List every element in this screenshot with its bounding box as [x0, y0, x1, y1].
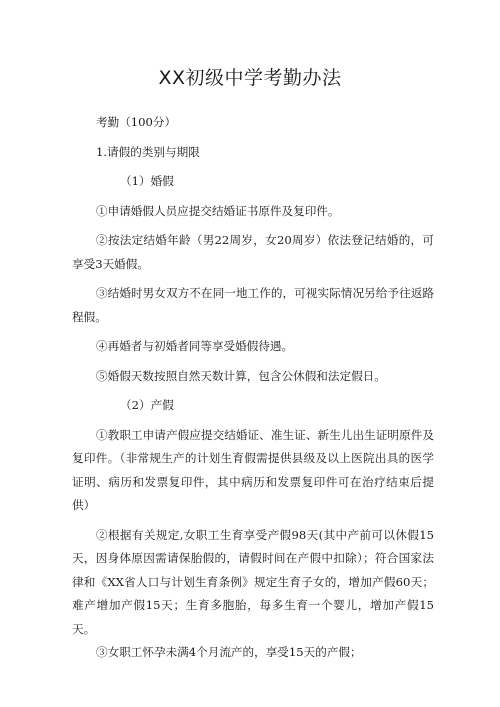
paragraph: ④再婚者与初婚者同等享受婚假待遇。: [96, 339, 294, 353]
document-body: [72, 111, 434, 665]
subsection-heading: 1.请假的类别与期限: [96, 144, 200, 159]
section-heading: 考勤（100分）: [96, 115, 177, 129]
paragraph: ③女职工怀孕未满4个月流产的，享受15天的产假；: [96, 645, 362, 659]
paragraph: ③结婚时男女双方不在同一地工作的，可视实际情况另给予往返路程假。: [72, 286, 434, 324]
document-title: XX初级中学考勤办法: [158, 67, 342, 89]
paragraph: ①申请婚假人员应提交结婚证书原件及复印件。: [96, 203, 340, 218]
item-heading-marriage-leave: （1）婚假: [120, 174, 174, 188]
paragraph: ②根据有关规定,女职工生育享受产假98天(其中产前可以休假15天，因身体原因需请保胎假的，请假时间在产假中扣除）；符合国家法律和《XX省人口与计划生育条例》规定生育子女的，增加产假60天；难产增加产假15天；生育多胞胎，每多生育一个婴儿，增加产假15天。: [72, 527, 434, 636]
paragraph: ⑤婚假天数按照自然天数计算，包含公休假和法定假日。: [96, 368, 386, 383]
item-heading-maternity-leave: （2）产假: [120, 398, 174, 412]
paragraph: ①教职工申请产假应提交结婚证、准生证、新生儿出生证明原件及复印件。（非常规生产的计划生育假需提供县级及以上医院出具的医学证明、病历和发票复印件，其中病历和发票复印件可在治疗结束后提供）: [72, 427, 434, 512]
paragraph: ②按法定结婚年龄（男22周岁，女20周岁）依法登记结婚的，可享受3天婚假。: [72, 233, 434, 271]
